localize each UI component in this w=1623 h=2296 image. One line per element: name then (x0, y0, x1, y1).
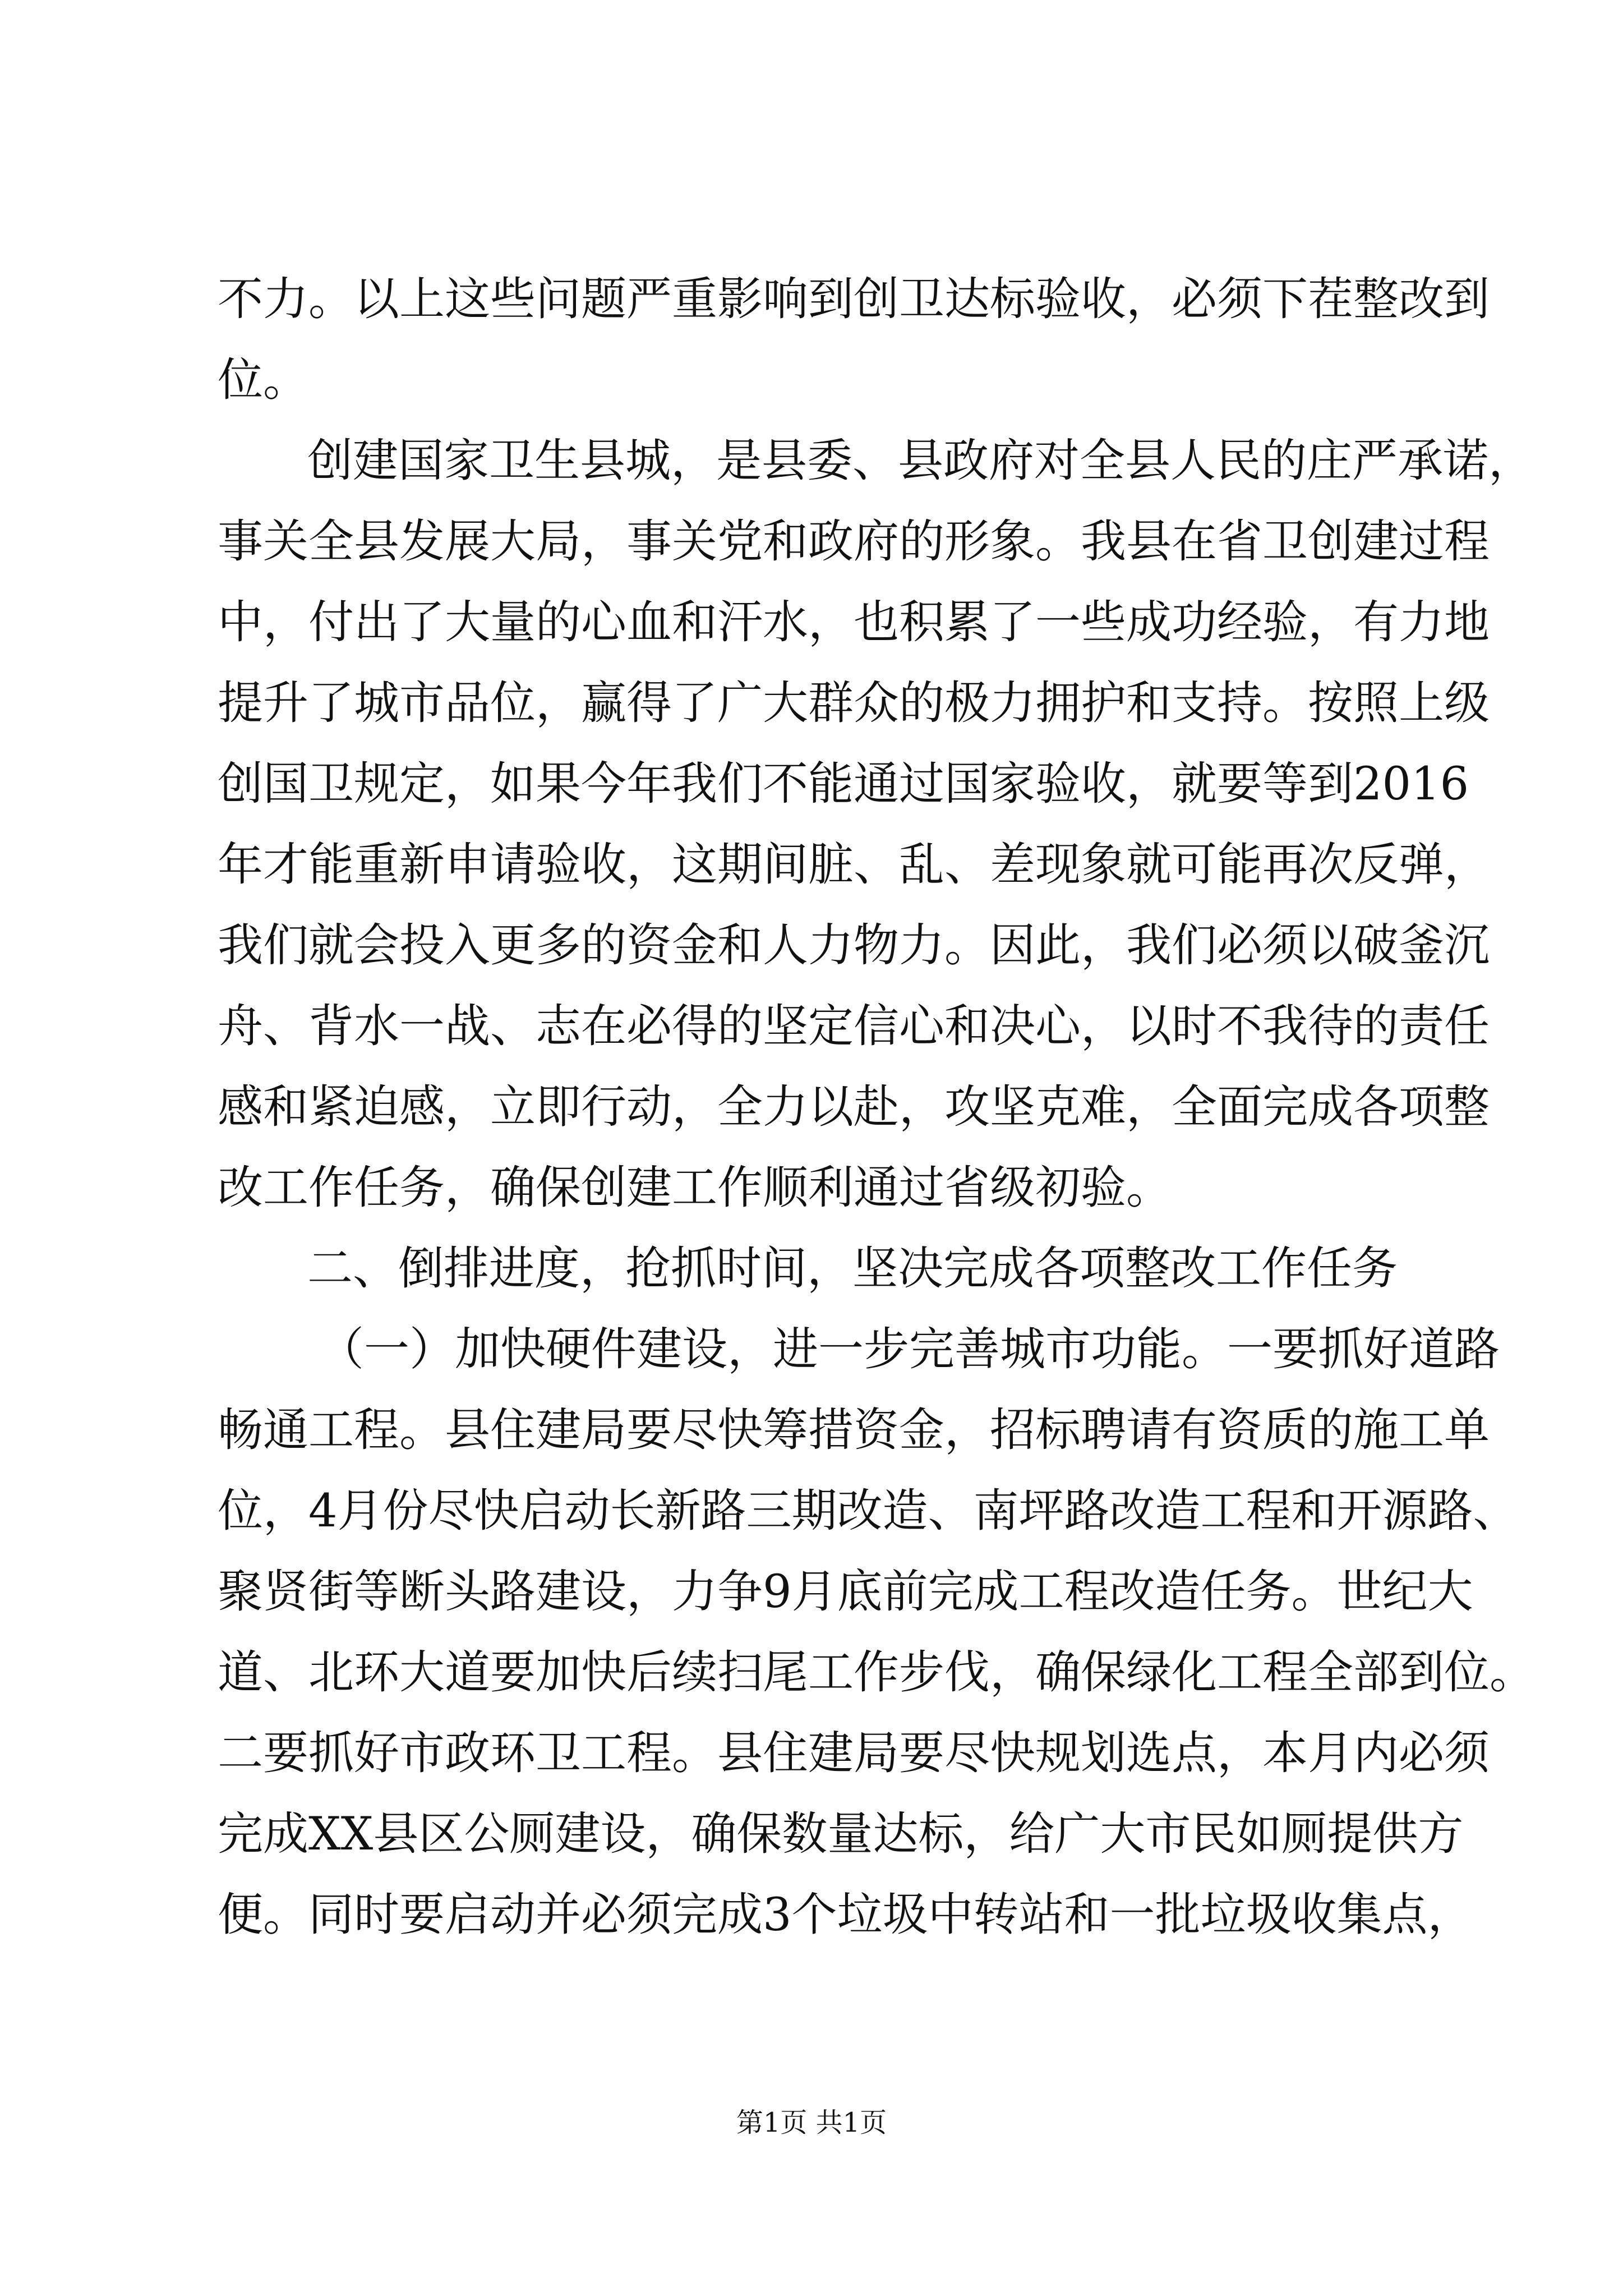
text-line: 位。 (218, 354, 309, 407)
text-line: 二要抓好市政环卫工程。县住建局要尽快规划选点，本月内必须 (218, 1727, 1490, 1780)
text-line: 创建国家卫生县城，是县委、县政府对全县人民的庄严承诺， (307, 435, 1534, 487)
text-line: 事关全县发展大局，事关党和政府的形象。我县在省卫创建过程 (218, 516, 1490, 568)
text-line: 道、北环大道要加快后续扫尾工作步伐，确保绿化工程全部到位。 (218, 1646, 1536, 1699)
document-body (218, 259, 1536, 1955)
text-line: 创国卫规定，如果今年我们不能通过国家验收，就要等到2016 (218, 758, 1469, 811)
text-line: 畅通工程。县住建局要尽快筹措资金，招标聘请有资质的施工单 (218, 1404, 1490, 1457)
text-line: 感和紧迫感，立即行动，全力以赴，攻坚克难，全面完成各项整 (218, 1081, 1490, 1134)
text-line: 完成XX县区公厕建设，确保数量达标，给广大市民如厕提供方 (218, 1808, 1464, 1861)
text-line: 提升了城市品位，赢得了广大群众的极力拥护和支持。按照上级 (218, 677, 1490, 730)
text-line: （一）加快硬件建设，进一步完善城市功能。一要抓好道路 (319, 1323, 1500, 1376)
section-heading: 二、倒排进度，抢抓时间，坚决完成各项整改工作任务 (307, 1243, 1398, 1295)
text-line: 位，4月份尽快启动长新路三期改造、南坪路改造工程和开源路、 (218, 1485, 1519, 1538)
text-line: 年才能重新申请验收，这期间脏、乱、差现象就可能再次反弹， (218, 839, 1490, 891)
text-line: 聚贤街等断头路建设，力争9月底前完成工程改造任务。世纪大 (218, 1566, 1473, 1618)
text-line: 我们就会投入更多的资金和人力物力。因此，我们必须以破釜沉 (218, 919, 1490, 972)
text-line: 不力。以上这些问题严重影响到创卫达标验收，必须下茬整改到 (218, 273, 1490, 326)
text-line: 改工作任务，确保创建工作顺利通过省级初验。 (218, 1162, 1172, 1214)
text-line: 中，付出了大量的心血和汗水，也积累了一些成功经验，有力地 (218, 596, 1490, 649)
text-line: 便。同时要启动并必须完成3个垃圾中转站和一批垃圾收集点， (218, 1889, 1473, 1941)
page-number-footer: 第1页 共1页 (736, 2107, 887, 2138)
text-line: 舟、背水一战、志在必得的坚定信心和决心，以时不我待的责任 (218, 1000, 1490, 1053)
